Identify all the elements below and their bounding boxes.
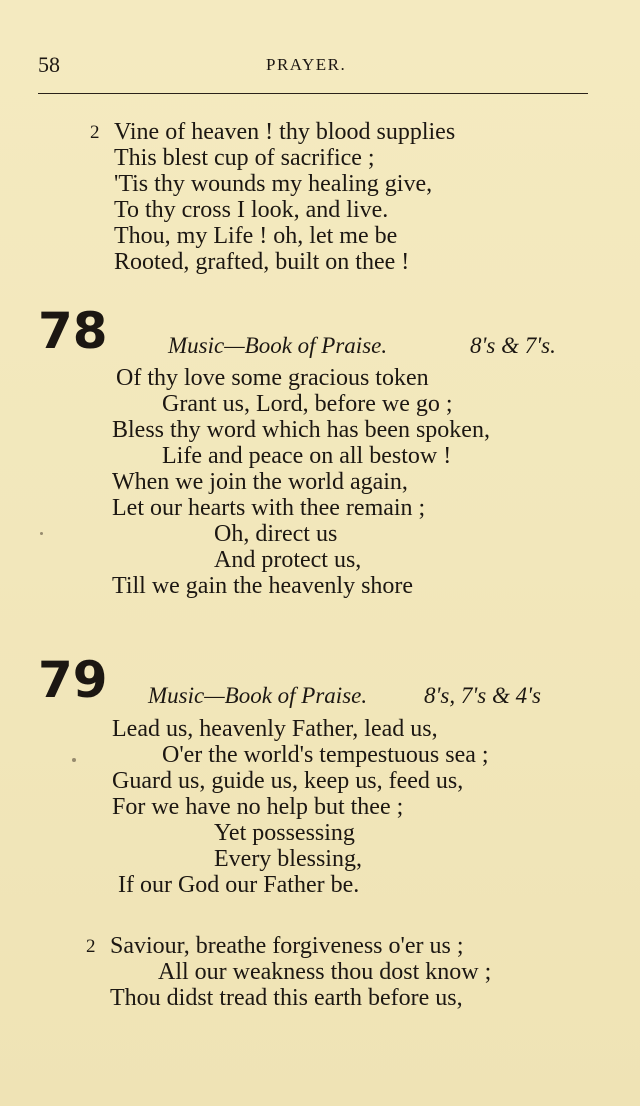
verse-line: Rooted, grafted, built on thee ! [114,249,410,275]
hymn-line: Guard us, guide us, keep us, feed us, [112,768,464,794]
hymn-line: When we join the world again, [112,469,408,495]
verse-line: Vine of heaven ! thy blood supplies [114,119,456,145]
hymn-meter: 8's, 7's & 4's [424,683,541,708]
hymn-number: 79 [38,651,108,709]
music-source: Music—Book of Praise. [168,333,388,358]
verse-line: 'Tis thy wounds my healing give, [114,171,433,197]
hymn-line: For we have no help but thee ; [112,794,404,820]
verse-number: 2 [90,122,100,143]
hymn-line: Yet possessing [214,820,355,846]
hymn-line: Of thy love some gracious token [116,365,429,391]
verse-line: This blest cup of sacrifice ; [114,145,375,171]
hymn-line: Every blessing, [214,846,362,872]
hymn-line: Grant us, Lord, before we go ; [162,391,453,417]
hymn-number: 78 [38,302,108,360]
running-head: PRAYER. [266,55,347,74]
page-number: 58 [38,52,60,77]
hymn-line: Let our hearts with thee remain ; [112,495,426,521]
verse-number: 2 [86,936,96,957]
hymn-line: O'er the world's tempestuous sea ; [162,742,489,768]
verse-line: All our weakness thou dost know ; [158,959,492,985]
hymn-line: Bless thy word which has been spoken, [112,417,490,443]
hymn-meter: 8's & 7's. [470,333,556,358]
hymn-line: If our God our Father be. [118,872,360,898]
hymn-line: Till we gain the heavenly shore [112,573,414,599]
paper-speck [72,758,76,762]
verse-line: Thou didst tread this earth before us, [110,985,463,1011]
hymn-line: And protect us, [214,547,362,573]
page-header [38,52,588,80]
hymn-line: Oh, direct us [214,521,338,547]
hymn-line: Life and peace on all bestow ! [162,443,452,469]
verse-line: Saviour, breathe forgiveness o'er us ; [110,933,464,959]
paper-speck [40,532,43,535]
verse-line: Thou, my Life ! oh, let me be [114,223,398,249]
header-rule [38,93,588,94]
music-source: Music—Book of Praise. [148,683,368,708]
hymn-line: Lead us, heavenly Father, lead us, [112,716,438,742]
verse-line: To thy cross I look, and live. [114,197,389,223]
